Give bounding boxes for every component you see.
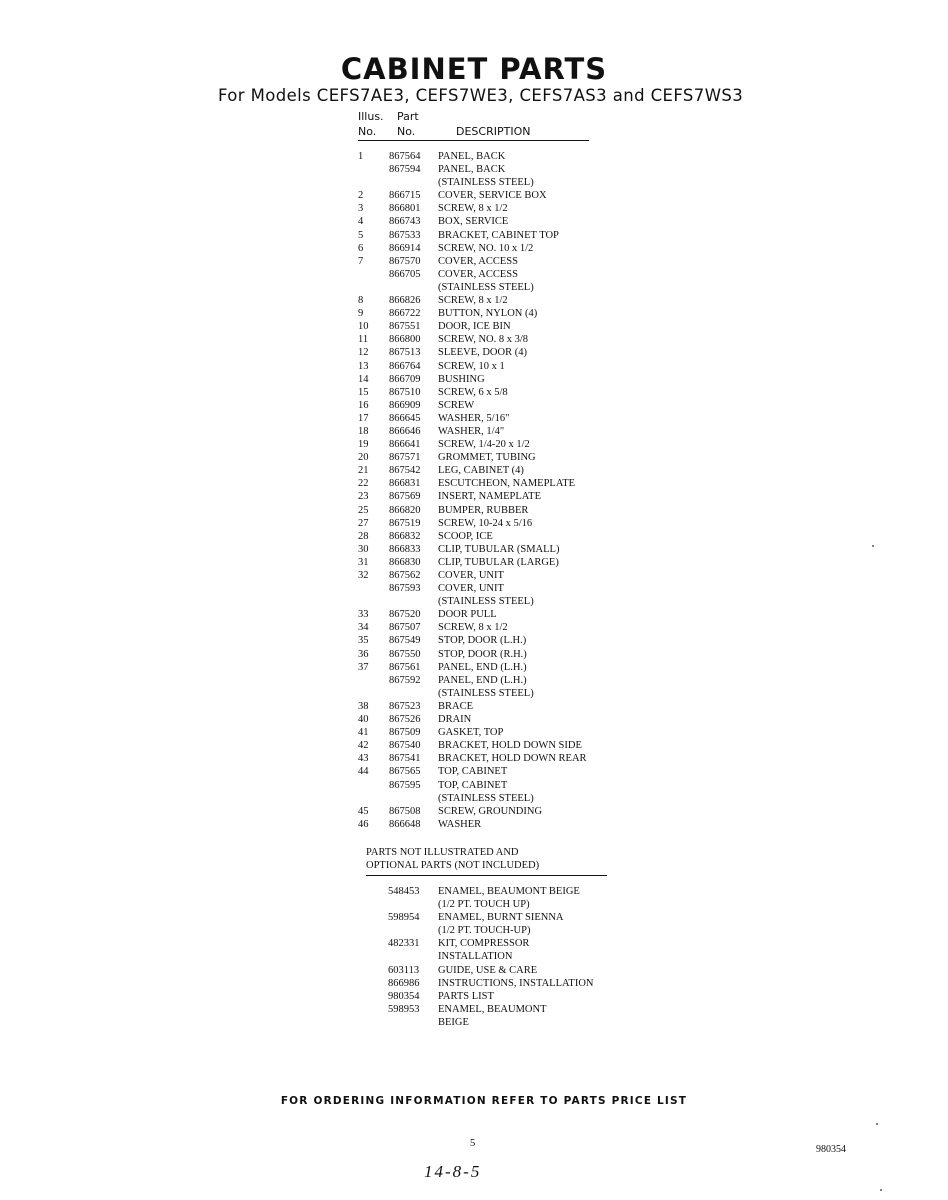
part-row	[358, 202, 658, 215]
part-description: COVER, UNIT	[438, 583, 504, 595]
part-number: 866800	[389, 334, 421, 346]
part-description: SCREW, NO. 10 x 1/2	[438, 242, 534, 254]
part-description: SCOOP, ICE	[438, 530, 493, 542]
part-description: SCREW	[438, 399, 475, 411]
part-row	[358, 700, 658, 713]
part-number: 867526	[389, 714, 421, 726]
part-description: BUTTON, NYLON (4)	[438, 308, 538, 320]
illus-number: 9	[358, 308, 364, 320]
part-number: 867549	[389, 635, 421, 647]
part-description: STOP, DOOR (R.H.)	[438, 648, 527, 660]
optional-heading-divider	[366, 875, 607, 876]
part-row	[358, 438, 658, 451]
illus-number: 6	[358, 242, 364, 254]
part-row	[358, 320, 658, 333]
illus-number: 23	[358, 491, 369, 503]
part-description: BOX, SERVICE	[438, 216, 509, 228]
part-row	[358, 281, 658, 294]
part-description: PANEL, END (L.H.)	[438, 674, 527, 686]
part-number: 866715	[389, 190, 421, 202]
part-description: WASHER	[438, 818, 482, 830]
illus-number: 4	[358, 216, 364, 228]
part-description: BUSHING	[438, 373, 485, 385]
illus-number: 25	[358, 504, 369, 516]
part-row	[358, 674, 658, 687]
part-number: 867571	[389, 452, 421, 464]
part-number: 866831	[389, 478, 421, 490]
illus-number: 37	[358, 661, 369, 673]
part-description: PANEL, BACK	[438, 164, 506, 176]
part-number: 866801	[389, 203, 421, 215]
illus-number: 11	[358, 334, 369, 346]
part-number: 866909	[389, 399, 421, 411]
part-number: 867562	[389, 570, 421, 581]
part-row	[358, 464, 658, 477]
part-description: TOP, CABINET	[438, 766, 508, 778]
column-header-illus-no: No.	[358, 125, 377, 138]
illus-number: 20	[358, 452, 369, 464]
part-row	[358, 621, 658, 634]
part-number: 866722	[389, 308, 421, 320]
part-row	[358, 739, 658, 752]
illus-number: 38	[358, 700, 369, 712]
part-description: DOOR, ICE BIN	[438, 321, 511, 333]
illus-number: 18	[358, 425, 369, 437]
part-row	[358, 661, 658, 674]
optional-part-row	[366, 990, 666, 1003]
illus-number: 36	[358, 648, 369, 660]
part-row	[358, 504, 658, 517]
part-number: 867513	[389, 347, 421, 359]
illus-number: 44	[358, 766, 369, 778]
part-row	[358, 163, 658, 176]
part-description: WASHER, 1/4"	[438, 425, 505, 437]
part-number: 867595	[389, 779, 421, 791]
illus-number: 17	[358, 412, 369, 424]
part-description: (STAINLESS STEEL)	[438, 687, 534, 699]
part-number: 867550	[389, 648, 421, 660]
scan-speck	[880, 1189, 882, 1191]
part-row	[358, 490, 658, 503]
part-description: (STAINLESS STEEL)	[438, 177, 534, 189]
illus-number: 15	[358, 386, 369, 398]
part-number: 866914	[389, 242, 421, 254]
part-description: SCREW, GROUNDING	[438, 805, 543, 817]
part-row	[358, 176, 658, 189]
part-description: GUIDE, USE & CARE	[438, 964, 538, 976]
part-number: 866705	[389, 268, 421, 280]
part-row	[358, 399, 658, 412]
part-number: 867565	[389, 766, 421, 778]
part-number: 867564	[389, 151, 421, 162]
part-row	[358, 477, 658, 490]
part-number: 603113	[388, 964, 420, 976]
part-description: SCREW, 10 x 1	[438, 360, 505, 372]
part-row	[358, 412, 658, 425]
part-description: SCREW, 8 x 1/2	[438, 295, 508, 307]
optional-part-row	[366, 911, 666, 937]
part-number: 866832	[389, 530, 421, 542]
part-row	[358, 648, 658, 661]
part-row	[358, 595, 658, 608]
part-number: 867508	[389, 805, 421, 817]
part-description: SLEEVE, DOOR (4)	[438, 347, 527, 359]
part-description: CLIP, TUBULAR (SMALL)	[438, 543, 560, 555]
column-header-description: DESCRIPTION	[456, 125, 531, 138]
illus-number: 3	[358, 203, 364, 215]
part-row	[358, 189, 658, 202]
illus-number: 16	[358, 399, 369, 411]
part-description: KIT, COMPRESSOR INSTALLATION	[438, 938, 530, 963]
illus-number: 41	[358, 727, 369, 739]
page-number: 5	[470, 1138, 476, 1149]
illus-number: 22	[358, 478, 369, 490]
part-description: PANEL, END (L.H.)	[438, 661, 527, 673]
part-number: 867523	[389, 700, 421, 712]
part-row	[358, 333, 658, 346]
part-number: 866820	[389, 504, 421, 516]
part-number: 867520	[389, 609, 421, 621]
optional-part-row	[366, 885, 666, 911]
illus-number: 46	[358, 818, 369, 830]
part-number: 867594	[389, 164, 421, 176]
part-row	[358, 517, 658, 530]
part-description: COVER, ACCESS	[438, 268, 518, 280]
part-number: 867507	[389, 622, 421, 634]
illus-number: 12	[358, 347, 369, 359]
part-description: COVER, UNIT	[438, 570, 504, 581]
part-number: 548453	[388, 886, 420, 897]
illus-number: 2	[358, 190, 364, 202]
part-row	[358, 726, 658, 739]
illus-number: 35	[358, 635, 369, 647]
part-description: (STAINLESS STEEL)	[438, 596, 534, 608]
part-description: SCREW, 6 x 5/8	[438, 386, 508, 398]
part-description: ESCUTCHEON, NAMEPLATE	[438, 478, 576, 490]
part-number: 866645	[389, 412, 421, 424]
part-number: 866826	[389, 295, 421, 307]
scan-speck	[876, 1123, 878, 1125]
part-description: BUMPER, RUBBER	[438, 504, 529, 516]
part-number: 867551	[389, 321, 421, 333]
part-number: 867542	[389, 465, 421, 477]
part-number: 867569	[389, 491, 421, 503]
part-row	[358, 386, 658, 399]
part-row	[358, 373, 658, 386]
part-number: 482331	[388, 938, 420, 950]
optional-part-row	[366, 1003, 666, 1029]
part-row	[358, 779, 658, 792]
part-number: 866709	[389, 373, 421, 385]
part-row	[358, 425, 658, 438]
optional-heading-line2: OPTIONAL PARTS (NOT INCLUDED)	[366, 860, 540, 871]
part-number: 866648	[389, 818, 421, 830]
part-row	[358, 346, 658, 359]
illus-number: 45	[358, 805, 369, 817]
part-row	[358, 530, 658, 543]
part-row	[358, 543, 658, 556]
part-description: SCREW, 1/4-20 x 1/2	[438, 439, 530, 451]
part-number: 866833	[389, 543, 421, 555]
illus-number: 43	[358, 753, 369, 765]
part-row	[358, 556, 658, 569]
illus-number: 34	[358, 622, 369, 634]
part-description: COVER, ACCESS	[438, 255, 518, 267]
optional-part-row	[366, 964, 666, 977]
part-description: GASKET, TOP	[438, 727, 504, 739]
part-description: DRAIN	[438, 714, 472, 726]
illus-number: 31	[358, 556, 369, 568]
part-description: PARTS LIST	[438, 990, 494, 1002]
part-description: STOP, DOOR (L.H.)	[438, 635, 527, 647]
illus-number: 13	[358, 360, 369, 372]
part-row	[358, 752, 658, 765]
part-number: 867509	[389, 727, 421, 739]
illus-number: 7	[358, 255, 364, 267]
page-title: CABINET PARTS	[340, 52, 608, 86]
part-row	[358, 451, 658, 464]
part-row	[358, 765, 658, 778]
part-row	[358, 229, 658, 242]
part-description: ENAMEL, BEAUMONT BEIGE (1/2 PT. TOUCH UP)	[438, 886, 580, 911]
part-number: 867570	[389, 255, 421, 267]
document-number: 980354	[816, 1144, 846, 1155]
part-description: COVER, SERVICE BOX	[438, 190, 547, 202]
part-number: 866743	[389, 216, 421, 228]
illus-number: 42	[358, 740, 369, 752]
part-number: 866986	[388, 977, 420, 989]
optional-part-row	[366, 937, 666, 963]
part-row	[358, 215, 658, 228]
illus-number: 10	[358, 321, 369, 333]
part-description: DOOR PULL	[438, 609, 497, 621]
part-number: 980354	[388, 990, 420, 1002]
optional-parts-list	[366, 885, 666, 1029]
illus-number: 1	[358, 151, 364, 162]
part-number: 598954	[388, 912, 420, 924]
scan-speck	[872, 545, 874, 547]
part-row	[358, 713, 658, 726]
part-description: SCREW, NO. 8 x 3/8	[438, 334, 529, 346]
part-row	[358, 805, 658, 818]
column-header-part-top: Part	[397, 110, 419, 123]
part-row	[358, 268, 658, 281]
part-row	[358, 582, 658, 595]
part-description: BRACKET, CABINET TOP	[438, 229, 559, 241]
part-description: GROMMET, TUBING	[438, 452, 536, 464]
part-number: 598953	[388, 1003, 420, 1015]
illus-number: 8	[358, 295, 364, 307]
illus-number: 28	[358, 530, 369, 542]
part-number: 866764	[389, 360, 421, 372]
illus-number: 32	[358, 570, 369, 581]
part-number: 867540	[389, 740, 421, 752]
ordering-note: FOR ORDERING INFORMATION REFER TO PARTS PRICE LIST	[280, 1095, 688, 1107]
illus-number: 5	[358, 229, 364, 241]
part-description: (STAINLESS STEEL)	[438, 792, 534, 804]
part-description: BRACKET, HOLD DOWN REAR	[438, 753, 587, 765]
part-description: LEG, CABINET (4)	[438, 465, 524, 477]
part-description: (STAINLESS STEEL)	[438, 281, 534, 293]
part-row	[358, 792, 658, 805]
part-description: WASHER, 5/16"	[438, 412, 510, 424]
illus-number: 30	[358, 543, 369, 555]
part-row	[358, 242, 658, 255]
illus-number: 14	[358, 373, 369, 385]
illus-number: 40	[358, 714, 369, 726]
part-row	[358, 687, 658, 700]
part-row	[358, 634, 658, 647]
part-number: 867510	[389, 386, 421, 398]
part-description: SCREW, 8 x 1/2	[438, 203, 508, 215]
part-description: INSTRUCTIONS, INSTALLATION	[438, 977, 594, 989]
part-number: 867519	[389, 517, 421, 529]
optional-heading-line1: PARTS NOT ILLUSTRATED AND	[366, 847, 519, 858]
parts-list	[358, 150, 658, 831]
part-row	[358, 150, 658, 163]
part-number: 866830	[389, 556, 421, 568]
part-number: 867533	[389, 229, 421, 241]
part-row	[358, 307, 658, 320]
part-number: 866641	[389, 439, 421, 451]
part-description: BRACKET, HOLD DOWN SIDE	[438, 740, 582, 752]
optional-parts-heading	[366, 846, 539, 872]
part-description: SCREW, 10-24 x 5/16	[438, 517, 533, 529]
part-description: PANEL, BACK	[438, 151, 506, 162]
part-description: SCREW, 8 x 1/2	[438, 622, 508, 634]
part-row	[358, 569, 658, 582]
part-description: BRACE	[438, 700, 474, 712]
part-description: INSERT, NAMEPLATE	[438, 491, 542, 503]
part-row	[358, 818, 658, 831]
part-description: ENAMEL, BURNT SIENNA (1/2 PT. TOUCH-UP)	[438, 912, 564, 937]
part-row	[358, 360, 658, 373]
part-row	[358, 608, 658, 621]
part-description: ENAMEL, BEAUMONT BEIGE	[438, 1003, 547, 1028]
header-divider	[358, 140, 589, 141]
part-number: 866646	[389, 425, 421, 437]
part-description: CLIP, TUBULAR (LARGE)	[438, 556, 559, 568]
part-number: 867561	[389, 661, 421, 673]
illus-number: 19	[358, 439, 369, 451]
part-row	[358, 255, 658, 268]
part-number: 867592	[389, 674, 421, 686]
part-description: TOP, CABINET	[438, 779, 508, 791]
models-subtitle: For Models CEFS7AE3, CEFS7WE3, CEFS7AS3 and CEFS7WS3	[218, 86, 744, 105]
column-header-illus-top: Illus.	[358, 110, 384, 123]
column-header-part-no: No.	[397, 125, 416, 138]
part-number: 867541	[389, 753, 421, 765]
part-row	[358, 294, 658, 307]
optional-part-row	[366, 977, 666, 990]
handwritten-mark: 14-8-5	[424, 1162, 482, 1181]
part-number: 867593	[389, 583, 421, 595]
illus-number: 27	[358, 517, 369, 529]
illus-number: 21	[358, 465, 369, 477]
illus-number: 33	[358, 609, 369, 621]
